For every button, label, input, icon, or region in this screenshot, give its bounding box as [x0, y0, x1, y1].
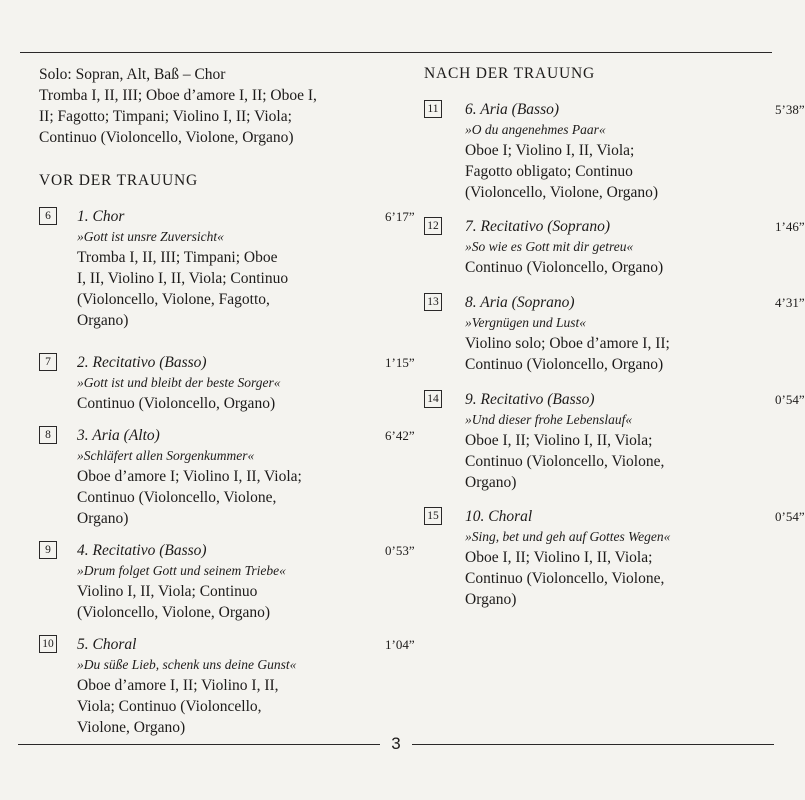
- track-number-box: 14: [424, 390, 442, 408]
- track-duration: 4’31”: [775, 295, 805, 310]
- track-instrumentation-line: Organo): [77, 510, 129, 527]
- track-number-box: 9: [39, 541, 57, 559]
- track-title: 2. Recitativo (Basso): [77, 354, 207, 371]
- track-title-row: [465, 100, 805, 120]
- scoring-line: II; Fagotto; Timpani; Violino I, II; Viola;: [39, 108, 292, 125]
- track-instrumentation-line: (Violoncello, Violone, Organo): [465, 184, 659, 201]
- track-title: 1. Chor: [77, 208, 125, 225]
- track-title: 7. Recitativo (Soprano): [465, 218, 611, 235]
- track-incipit: »Vergnügen und Lust«: [465, 315, 586, 330]
- track-title: 10. Choral: [465, 508, 533, 525]
- track-incipit: »Drum folget Gott und seinem Triebe«: [77, 563, 286, 578]
- track-item: [424, 507, 805, 610]
- track-title: 4. Recitativo (Basso): [77, 542, 207, 559]
- track-instrumentation-line: Viola; Continuo (Violoncello,: [77, 698, 262, 715]
- track-title-row: [77, 635, 415, 655]
- track-title: 5. Choral: [77, 636, 137, 653]
- track-item: [39, 541, 415, 623]
- track-instrumentation-line: Oboe I; Violino I, II, Viola;: [465, 142, 635, 159]
- track-title: 6. Aria (Basso): [465, 101, 560, 118]
- track-instrumentation-line: Organo): [465, 474, 517, 491]
- track-title-row: [465, 390, 805, 410]
- track-instrumentation-line: Continuo (Violoncello, Violone,: [77, 489, 277, 506]
- track-title-row: [465, 217, 805, 237]
- track-duration: 6’17”: [385, 209, 415, 224]
- track-duration: 0’54”: [775, 392, 805, 407]
- track-instrumentation-line: Oboe I, II; Violino I, II, Viola;: [465, 432, 653, 449]
- track-title-row: [465, 293, 805, 313]
- track-incipit: »Schläfert allen Sorgenkummer«: [77, 448, 255, 463]
- track-instrumentation-line: (Violoncello, Violone, Fagotto,: [77, 291, 270, 308]
- track-duration: 0’54”: [775, 509, 805, 524]
- track-incipit: »Und dieser frohe Lebenslauf«: [465, 412, 633, 427]
- scoring-line: Continuo (Violoncello, Violone, Organo): [39, 129, 294, 146]
- track-instrumentation-line: Continuo (Violoncello, Violone,: [465, 570, 665, 587]
- track-title-row: [77, 353, 415, 373]
- track-instrumentation-line: Continuo (Violoncello, Organo): [77, 395, 276, 412]
- track-title: 9. Recitativo (Basso): [465, 391, 595, 408]
- track-instrumentation-line: Violino solo; Oboe d’amore I, II;: [465, 335, 670, 352]
- track-instrumentation-line: Continuo (Violoncello, Violone,: [465, 453, 665, 470]
- track-instrumentation-line: Oboe I, II; Violino I, II, Viola;: [465, 549, 653, 566]
- track-duration: 1’46”: [775, 219, 805, 234]
- track-title: 8. Aria (Soprano): [465, 294, 575, 311]
- track-item: [424, 293, 805, 375]
- track-instrumentation-line: Tromba I, II, III; Timpani; Oboe: [77, 249, 278, 266]
- track-duration: 0’53”: [385, 543, 415, 558]
- track-instrumentation-line: Violone, Organo): [77, 719, 186, 736]
- track-list-vor: [39, 207, 415, 738]
- track-title: 3. Aria (Alto): [77, 427, 160, 444]
- track-incipit: »O du angenehmes Paar«: [465, 122, 606, 137]
- right-column: [424, 64, 805, 610]
- track-title-row: [77, 207, 415, 227]
- track-instrumentation-line: Continuo (Violoncello, Organo): [465, 259, 664, 276]
- track-number-box: 12: [424, 217, 442, 235]
- track-item: [39, 353, 415, 414]
- page-number: 3: [391, 734, 401, 753]
- track-title-row: [77, 541, 415, 561]
- track-instrumentation-line: Continuo (Violoncello, Organo): [465, 356, 664, 373]
- track-duration: 6’42”: [385, 428, 415, 443]
- page-footer: [18, 732, 774, 756]
- track-number-box: 13: [424, 293, 442, 311]
- track-instrumentation-line: I, II, Violino I, II, Viola; Continuo: [77, 270, 289, 287]
- track-number-box: 8: [39, 426, 57, 444]
- section-heading-vor: VOR DER TRAUUNG: [39, 172, 198, 189]
- track-duration: 1’04”: [385, 637, 415, 652]
- track-number-box: 15: [424, 507, 442, 525]
- track-list-nach: [424, 100, 805, 610]
- track-instrumentation-line: Fagotto obligato; Continuo: [465, 163, 633, 180]
- track-incipit: »Du süße Lieb, schenk uns deine Gunst«: [77, 657, 297, 672]
- track-item: [39, 207, 415, 331]
- track-instrumentation-line: (Violoncello, Violone, Organo): [77, 604, 271, 621]
- track-duration: 1’15”: [385, 355, 415, 370]
- top-rule: [20, 52, 772, 53]
- track-title-row: [465, 507, 805, 527]
- track-item: [424, 390, 805, 493]
- track-instrumentation-line: Oboe d’amore I; Violino I, II, Viola;: [77, 468, 302, 485]
- left-column: [39, 64, 415, 738]
- scoring-line: Solo: Sopran, Alt, Baß – Chor: [39, 66, 226, 83]
- scoring-header: [39, 64, 391, 148]
- track-number-box: 6: [39, 207, 57, 225]
- track-instrumentation-line: Organo): [465, 591, 517, 608]
- track-item: [39, 635, 415, 738]
- track-number-box: 10: [39, 635, 57, 653]
- scoring-line: Tromba I, II, III; Oboe d’amore I, II; Oboe I,: [39, 87, 317, 104]
- section-heading-nach: NACH DER TRAUUNG: [424, 65, 595, 82]
- track-incipit: »Sing, bet und geh auf Gottes Wegen«: [465, 529, 671, 544]
- track-number-box: 11: [424, 100, 442, 118]
- track-item: [39, 426, 415, 529]
- track-item: [424, 217, 805, 278]
- footer-rule-right: [412, 744, 774, 745]
- track-instrumentation-line: Oboe d’amore I, II; Violino I, II,: [77, 677, 279, 694]
- track-duration: 5’38”: [775, 102, 805, 117]
- track-incipit: »Gott ist und bleibt der beste Sorger«: [77, 375, 281, 390]
- track-title-row: [77, 426, 415, 446]
- track-incipit: »So wie es Gott mit dir getreu«: [465, 239, 634, 254]
- track-number-box: 7: [39, 353, 57, 371]
- track-instrumentation-line: Organo): [77, 312, 129, 329]
- track-incipit: »Gott ist unsre Zuversicht«: [77, 229, 224, 244]
- footer-rule-left: [18, 744, 380, 745]
- track-item: [424, 100, 805, 203]
- track-instrumentation-line: Violino I, II, Viola; Continuo: [77, 583, 258, 600]
